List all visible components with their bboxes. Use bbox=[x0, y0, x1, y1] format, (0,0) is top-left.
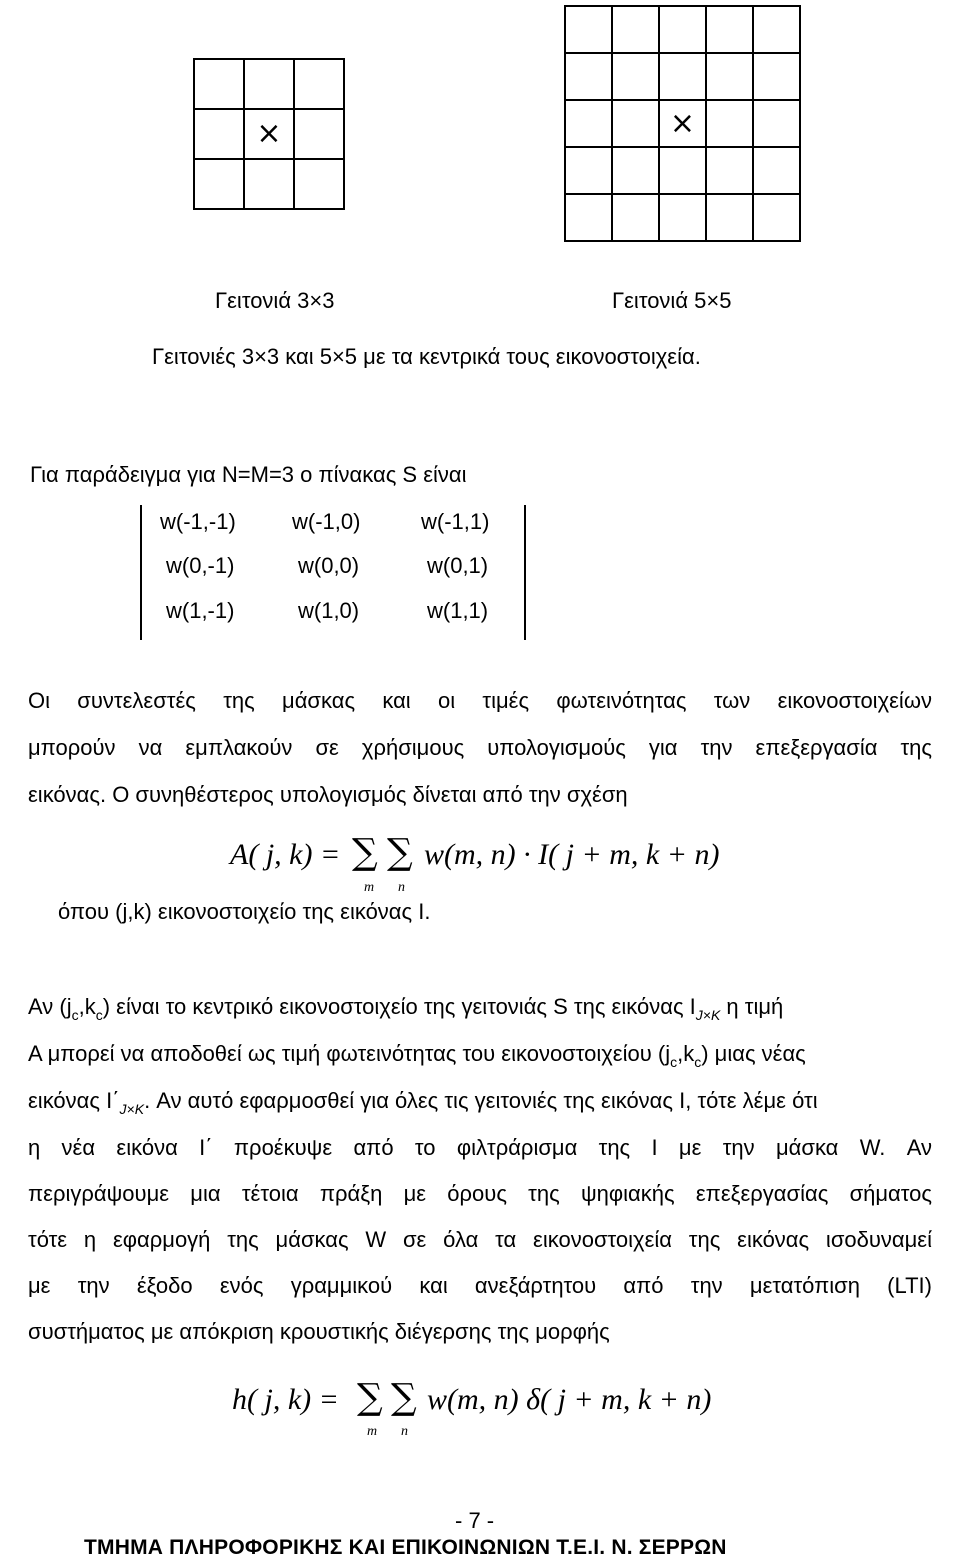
paragraph2-line6: τότε η εφαρμογή της μάσκας W σε όλα τα εικονοστοιχεία της εικόνας ισοδυναμεί bbox=[28, 1227, 932, 1252]
matrix-cell: w(0,0) bbox=[298, 553, 360, 578]
paragraph2-line2 bbox=[28, 1041, 932, 1070]
paragraph2-line1 bbox=[28, 994, 932, 1023]
equation2-lhs: h( j, k) = bbox=[232, 1383, 339, 1416]
text-run: εικόνας I΄ bbox=[28, 1088, 120, 1113]
equation1-sub-m: m bbox=[364, 880, 375, 895]
equation1-sub-n: n bbox=[398, 880, 405, 895]
text-run: ) μιας νέας bbox=[701, 1041, 806, 1066]
page-number: - 7 - bbox=[455, 1508, 495, 1533]
equation2-sum-m: ∑ bbox=[357, 1377, 383, 1418]
matrix-cell: w(-1,0) bbox=[292, 509, 361, 534]
text-run: Αν (j bbox=[28, 994, 72, 1019]
equation1-sum-n: ∑ bbox=[387, 832, 413, 873]
paragraph2-line3 bbox=[28, 1088, 932, 1117]
matrix-cell: w(1,-1) bbox=[166, 598, 235, 623]
footer-department: ΤΜΗΜΑ ΠΛΗΡΟΦΟΡΙΚΗΣ ΚΑΙ ΕΠΙΚΟΙΝΩΝΙΩΝ Τ.Ε.Ι. Ν. ΣΕΡΡΩΝ bbox=[84, 1536, 727, 1559]
text-run: ,k bbox=[677, 1041, 695, 1066]
equation2-sub-n: n bbox=[401, 1424, 408, 1439]
matrix-left-bar bbox=[140, 505, 142, 640]
paragraph1-line2: μπορούν να εμπλακούν σε χρήσιμους υπολογισμούς για την επεξεργασία της bbox=[28, 735, 932, 760]
paragraph2-line7: με την έξοδο ενός γραμμικού και ανεξάρτητου από την μετατόπιση (LTI) bbox=[28, 1273, 932, 1298]
example-intro: Για παράδειγμα για N=M=3 ο πίνακας S είναι bbox=[30, 462, 467, 487]
matrix-cell: w(-1,-1) bbox=[160, 509, 236, 534]
equation2-rhs: w(m, n) δ( j + m, k + n) bbox=[427, 1383, 712, 1416]
subscript: c bbox=[670, 1054, 678, 1070]
paragraph2-line4: η νέα εικόνα I΄ προέκυψε από το φιλτράρισμα της I με την μάσκα W. Αν bbox=[28, 1135, 932, 1160]
text-run: ,k bbox=[78, 994, 96, 1019]
subscript: J×K bbox=[695, 1007, 721, 1023]
caption-3x3: Γειτονιά 3×3 bbox=[215, 288, 335, 313]
paragraph2-line8: συστήματος με απόκριση κρουστικής διέγερσης της μορφής bbox=[28, 1319, 610, 1344]
center-mark-5x5: × bbox=[659, 100, 706, 147]
matrix-cell: w(0,1) bbox=[427, 553, 489, 578]
text-run: A μπορεί να αποδοθεί ως τιμή φωτεινότητας του εικονοστοιχείου (j bbox=[28, 1041, 671, 1066]
where-clause: όπου (j,k) εικονοστοιχείο της εικόνας I. bbox=[58, 899, 431, 924]
subscript: c bbox=[694, 1054, 702, 1070]
text-run: ) είναι το κεντρικό εικονοστοιχείο της γειτονιάς S της εικόνας I bbox=[102, 994, 696, 1019]
paragraph1-line1: Οι συντελεστές της μάσκας και οι τιμές φωτεινότητας των εικονοστοιχείων bbox=[28, 688, 932, 713]
matrix-cell: w(0,-1) bbox=[166, 553, 235, 578]
equation1-lhs: A( j, k) = bbox=[230, 838, 341, 871]
matrix-cell: w(-1,1) bbox=[421, 509, 490, 534]
center-mark-3x3: × bbox=[244, 109, 294, 159]
equation2-sub-m: m bbox=[367, 1424, 378, 1439]
equation1-sum-m: ∑ bbox=[352, 832, 378, 873]
text-run: . Αν αυτό εφαρμοσθεί για όλες τις γειτονιές της εικόνας I, τότε λέμε ότι bbox=[144, 1088, 818, 1113]
paragraph2-line5: περιγράψουμε μια τέτοια πράξη με όρους της ψηφιακής επεξεργασίας σήματος bbox=[28, 1181, 932, 1206]
subscript: c bbox=[95, 1007, 103, 1023]
text-run: η τιμή bbox=[720, 994, 784, 1019]
grid-3x3 bbox=[193, 58, 345, 210]
caption-5x5: Γειτονιά 5×5 bbox=[612, 288, 732, 313]
matrix-cell: w(1,1) bbox=[427, 598, 489, 623]
figure-caption: Γειτονιές 3×3 και 5×5 με τα κεντρικά τους εικονοστοιχεία. bbox=[152, 344, 701, 369]
subscript: J×K bbox=[119, 1101, 145, 1117]
matrix-cell: w(1,0) bbox=[298, 598, 360, 623]
subscript: c bbox=[71, 1007, 79, 1023]
paragraph1-line3: εικόνας. Ο συνηθέστερος υπολογισμός δίνεται από την σχέση bbox=[28, 782, 628, 807]
grid-5x5 bbox=[564, 5, 801, 242]
equation2-sum-n: ∑ bbox=[391, 1377, 417, 1418]
matrix-right-bar bbox=[524, 505, 526, 640]
equation1-rhs: w(m, n) · I( j + m, k + n) bbox=[424, 838, 720, 871]
